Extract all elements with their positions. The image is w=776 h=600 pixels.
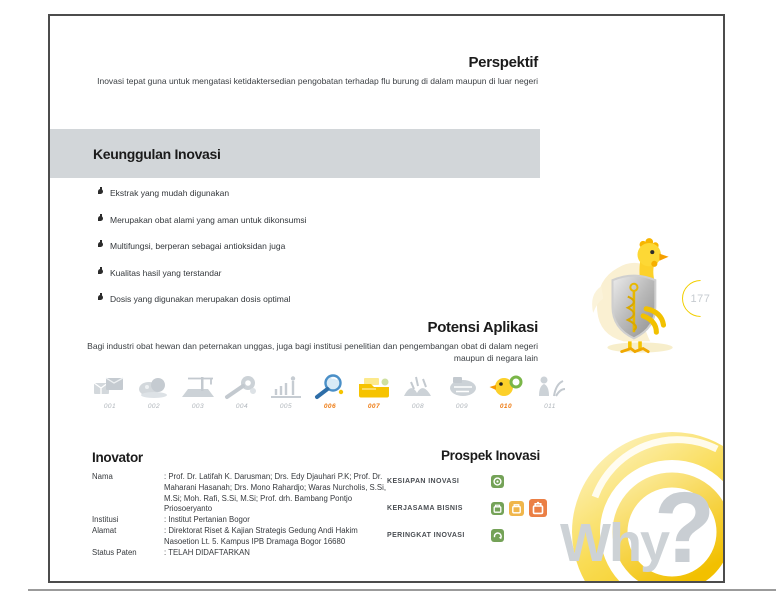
- page-number: 177: [690, 292, 711, 305]
- icon-number: 003: [191, 403, 205, 410]
- icon-number: 002: [147, 403, 161, 410]
- icon-number: 011: [544, 403, 556, 410]
- bullet-icon: [98, 189, 103, 194]
- rank-cycle-icon: [491, 529, 504, 542]
- bullet-icon: [98, 269, 103, 274]
- business-jar-icon: [529, 499, 547, 517]
- row-label: Alamat: [92, 525, 117, 535]
- potensi-title: Potensi Aplikasi: [427, 319, 538, 336]
- row-label: KERJASAMA BISNIS: [387, 504, 463, 512]
- icon-number: 007: [367, 403, 381, 410]
- engine-icon: [444, 374, 480, 400]
- list-item-text: Ekstrak yang mudah digunakan: [110, 188, 230, 198]
- icon-number: 004: [235, 403, 249, 410]
- icon-number: 005: [279, 403, 293, 410]
- badge-group: [491, 529, 504, 542]
- inovator-title: Inovator: [92, 450, 143, 465]
- table-row: [92, 472, 402, 515]
- row-label: Institusi: [92, 515, 119, 525]
- keunggulan-list: [98, 188, 518, 321]
- food-industry-icon: [356, 374, 392, 400]
- row-label: Status Paten: [92, 547, 137, 557]
- why-question-mark: ?: [654, 472, 716, 583]
- growth-chart-icon: [268, 374, 304, 400]
- badge-group: [491, 499, 547, 517]
- inovator-section: [92, 450, 402, 558]
- bullet-icon: [98, 295, 103, 300]
- row-value: : Prof. Dr. Latifah K. Darusman; Drs. Edy Djauhari P.K; Prof. Dr. Maharani Hasanah; Drs. Mono Rahardjo; Waras Nurcholis, S.Si, M.Si; Moh. Rafi, S.Si, M.Si; Prof. drh. Bambang Pontjo Priosoeryanto: [164, 472, 387, 514]
- icon-number: 008: [411, 403, 425, 410]
- why-text: Why: [560, 513, 668, 573]
- list-item: [98, 241, 518, 251]
- prospek-section: [387, 448, 540, 553]
- icon-slot: [440, 374, 484, 410]
- list-item: [98, 215, 518, 225]
- perspektif-title: Perspektif: [468, 54, 538, 71]
- business-jar-icon: [509, 501, 524, 516]
- keunggulan-title: Keunggulan Inovasi: [93, 146, 221, 162]
- icon-slot: [132, 374, 176, 410]
- packages-icon: [92, 374, 128, 400]
- bullet-icon: [98, 216, 103, 221]
- row-value: : Institut Pertanian Bogor: [164, 515, 250, 525]
- list-item: [98, 268, 518, 278]
- bullet-icon: [98, 242, 103, 247]
- document-page: [48, 14, 725, 583]
- perspektif-section: [78, 54, 538, 88]
- research-magnifier-icon: [312, 374, 348, 400]
- construction-crane-icon: [180, 374, 216, 400]
- list-item-text: Kualitas hasil yang terstandar: [110, 267, 222, 278]
- perspektif-body: Inovasi tepat guna untuk mengatasi ketidaktersedian pengobatan terhadap flu burung di dalam maupun di luar negeri: [97, 76, 538, 86]
- list-item-text: Dosis yang digunakan merupakan dosis optimal: [110, 294, 291, 304]
- icon-number: 010: [499, 403, 513, 410]
- table-row: [92, 548, 402, 559]
- icon-number: 001: [103, 403, 117, 410]
- agriculture-icon: [532, 374, 568, 400]
- prospek-title: Prospek Inovasi: [440, 448, 540, 463]
- potensi-body: Bagi industri obat hewan dan peternakan unggas, juga bagi institusi penelitian dan pengembangan obat di dalam negeri maupun di negara lain: [87, 341, 538, 363]
- badge-group: [491, 475, 504, 488]
- list-item: [98, 294, 518, 304]
- list-item-text: Merupakan obat alami yang aman untuk dikonsumsi: [110, 214, 307, 225]
- icon-slot: [264, 374, 308, 410]
- application-icon-strip: [88, 374, 572, 410]
- row-label: KESIAPAN INOVASI: [387, 477, 460, 485]
- icon-slot: [176, 374, 220, 410]
- prospek-row: [387, 526, 540, 544]
- poultry-icon: [488, 374, 524, 400]
- business-jar-icon: [491, 502, 504, 515]
- prospek-row: [387, 472, 540, 490]
- icon-number: 006: [323, 403, 337, 410]
- icon-slot-active: [352, 374, 396, 410]
- icon-slot: [528, 374, 572, 410]
- icon-slot: [88, 374, 132, 410]
- food-plates-icon: [136, 374, 172, 400]
- forestry-icon: [400, 374, 436, 400]
- chicken-shield-illustration: [587, 237, 689, 355]
- potensi-section: [58, 319, 538, 364]
- row-value: : Direktorat Riset & Kajian Strategis Gedung Andi Hakim Nasoetion Lt. 5. Kampus IPB Dramaga Bogor 16680: [164, 525, 358, 546]
- readiness-target-icon: [491, 475, 504, 488]
- table-row: [92, 526, 402, 548]
- row-label: PERINGKAT INOVASI: [387, 531, 465, 539]
- row-value: : TELAH DIDAFTARKAN: [164, 547, 250, 557]
- icon-slot-active: [484, 374, 528, 410]
- keunggulan-section-bar: [50, 129, 540, 178]
- icon-number: 009: [455, 403, 469, 410]
- row-label: Nama: [92, 472, 113, 481]
- list-item-text: Multifungsi, berperan sebagai antioksidan juga: [110, 241, 286, 251]
- table-row: [92, 515, 402, 526]
- icon-slot: [396, 374, 440, 410]
- prospek-row: [387, 499, 540, 517]
- machinery-gear-icon: [224, 374, 260, 400]
- list-item: [98, 188, 518, 198]
- icon-slot: [220, 374, 264, 410]
- page-shadow-line: [28, 589, 776, 591]
- icon-slot-active: [308, 374, 352, 410]
